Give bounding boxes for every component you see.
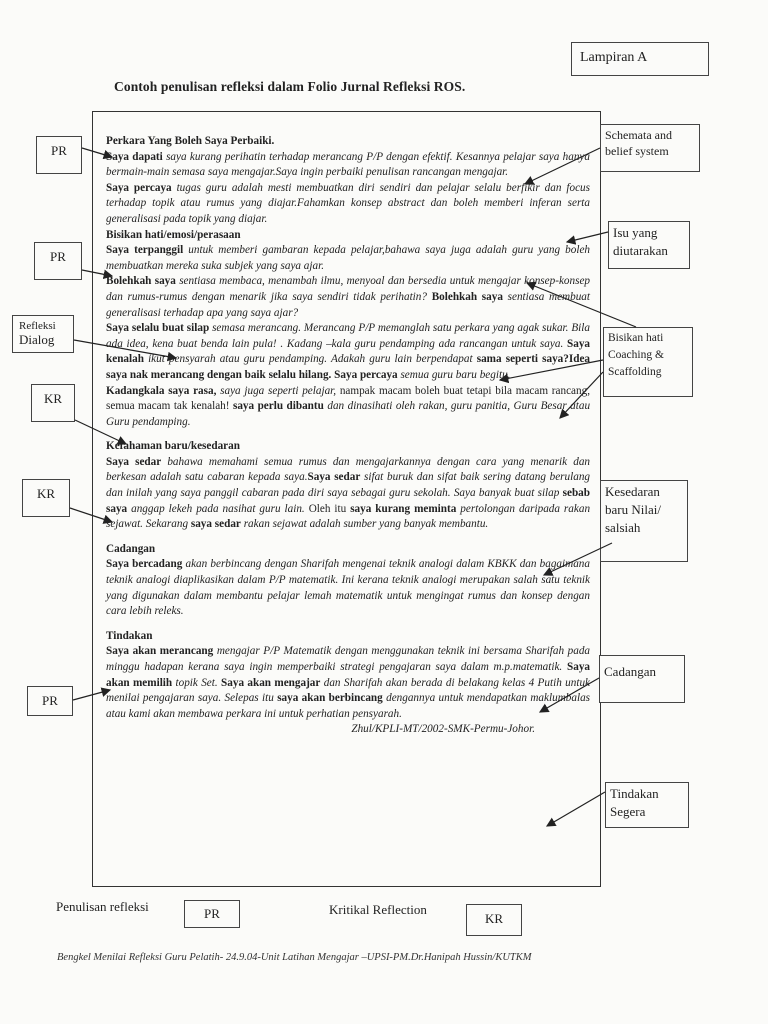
paragraph-6: Kadangkala saya rasa, saya juga seperti pelajar, nampak macam boleh buat tetapi bila macam rancang, semua macam tak kenalah! saya perlu dibantu dan dinasihati oleh rakan, guru panitia, Guru Besar atau Guru pendamping. xyxy=(106,384,591,428)
paragraph-5: Saya selalu buat silap semasa merancang. Merancang P/P memanglah satu perkara yang agak sukar. Bila ada idea, kena buat benda lain pula! . Kadang –kala guru pendamping ada rancangan untuk saya. Saya kenalah ikut pensyarah atau guru pendamping. Adakah guru lain berpendapat sama seperti saya?Idea saya nak merancang dengan baik selalu hilang. Saya percaya semua guru baru begitu. xyxy=(106,322,591,381)
label-kr-2: KR xyxy=(22,479,70,517)
footer-pr-box: PR xyxy=(184,900,240,928)
arrow-bisikan-3 xyxy=(560,372,603,418)
label-pr-1: PR xyxy=(36,136,82,174)
paragraph-7: Saya sedar bahawa memahami semua rumus dan mengajarkannya dengan cara yang menarik dan berkesan adalah satu cabaran kepada saya.Saya sedar sifat buruk dan sifat baik sering datang berulang dan inilah yang saya panggil cabaran pada diri saya sebagai guru sekolah. Saya banyak buat silap sebab saya anggap lekeh pada nasihat guru lain. Oleh itu saya kurang meminta pertolongan daripada rakan sejawat. Sekarang saya sedar rakan sejawat adalah sumber yang banyak membantu. xyxy=(106,455,591,531)
arrow-kr2 xyxy=(70,508,112,522)
label-refleksi-dialog: Refleksi Dialog xyxy=(12,315,74,353)
lampiran-label: Lampiran A xyxy=(571,42,709,76)
section-heading-cadangan: Cadangan xyxy=(106,542,156,555)
arrow-pr1 xyxy=(82,148,112,157)
paragraph-3: Saya terpanggil untuk memberi gambaran kepada pelajar,bahawa saya juga adalah guru yang boleh membuatkan mereka suka subjek yang saya ajar. xyxy=(106,244,590,272)
arrow-bisikan-1 xyxy=(527,283,636,327)
arrow-isu xyxy=(567,232,608,242)
arrow-bisikan-2 xyxy=(500,360,603,380)
paragraph-4: Bolehkah saya sentiasa membaca, menambah ilmu, menyoal dan bersedia untuk mengajar konsep-konsep dan rumus-rumus dengan menarik jika saya sendiri tidak perihatin? Bolehkah saya sentiasa membuat generalisasi terhadap apa yang saya ajar? xyxy=(106,275,591,319)
label-schemata: Schemata and belief system xyxy=(600,124,700,172)
bottom-note: Bengkel Menilai Refleksi Guru Pelatih- 24.9.04-Unit Latihan Mengajar –UPSI-PM.Dr.Hanipah Hussin/KUTKM xyxy=(57,952,532,963)
section-heading-perkara: Perkara Yang Boleh Saya Perbaiki. xyxy=(106,135,275,147)
label-tindakan: Tindakan Segera xyxy=(605,782,689,828)
section-heading-kefahaman: Kefahaman baru/kesedaran xyxy=(106,440,240,453)
label-pr-2: PR xyxy=(34,242,82,280)
arrow-kesedaran xyxy=(544,543,612,575)
label-isu: Isu yang diutarakan xyxy=(608,221,690,269)
signature: Zhul/KPLI-MT/2002-SMK-Permu-Johor. xyxy=(351,723,535,736)
footer-penulisan: Penulisan refleksi xyxy=(56,899,149,914)
arrow-tindakan xyxy=(547,792,605,826)
arrow-refleksi xyxy=(74,340,176,358)
arrow-cadangan xyxy=(540,678,599,712)
label-pr-3: PR xyxy=(27,686,73,716)
section-heading-tindakan: Tindakan xyxy=(106,629,153,642)
paragraph-1: Saya dapati saya kurang perihatin terhadap merancang P/P dengan efektif. Kesannya pelajar saya hanya bermain-main semasa saya mengajar.Saya ingin perbaiki penulisan rancangan mengajar. xyxy=(106,150,590,179)
arrow-pr2 xyxy=(82,270,112,276)
label-kr-1: KR xyxy=(31,384,75,422)
paragraph-2: Saya percaya tugas guru adalah mesti membuatkan diri sendiri dan pelajar selalu berfikir dan focus terhadap topik atau rumus yang diajar.Fahamkan konsep abstract dan boleh memberi inferan serta generalisasi pada topik yang diajar. xyxy=(106,181,591,225)
arrow-schemata xyxy=(525,148,600,184)
arrow-kr1 xyxy=(75,420,126,444)
paragraph-9: Saya akan merancang mengajar P/P Matematik dengan menggunakan teknik ini bersama Sharifah pada minggu hadapan kerana saya ingin memperbaiki strategi pengajaran saya dalam m.p.matematik. Saya akan memilih topik Set. Saya akan mengajar dan Sharifah akan berada di belakang kelas 4 Putih untuk menilai pengajaran saya. Selepas itu saya akan berbincang dengannya untuk mendapatkan maklumbalas atau kami akan membawa perkara ini untuk perhatian pensyarah. xyxy=(106,645,591,720)
arrow-pr3 xyxy=(73,690,110,700)
label-cadangan: Cadangan xyxy=(599,655,685,703)
footer-kritikal: Kritikal Reflection xyxy=(329,902,427,917)
paragraph-8: Saya bercadang akan berbincang dengan Sharifah mengenai teknik analogi dalam KBKK dan bagaimana teknik analogi diaplikasikan dalam P/P matematik. Ini kerana teknik analogi merupakan salah satu teknik yang digunakan dalam membantu pelajar lemah matematik untuk mengingat rumus dan konsep dengan cara lebih releks. xyxy=(106,558,590,618)
page-title: Contoh penulisan refleksi dalam Folio Jurnal Refleksi ROS. xyxy=(114,79,466,94)
label-kesedaran: Kesedaran baru Nilai/ salsiah xyxy=(600,480,688,562)
section-heading-bisikan: Bisikan hati/emosi/perasaan xyxy=(106,228,241,241)
footer-kr-box: KR xyxy=(466,904,522,936)
label-bisikan: Bisikan hati Coaching & Scaffolding xyxy=(603,327,693,397)
